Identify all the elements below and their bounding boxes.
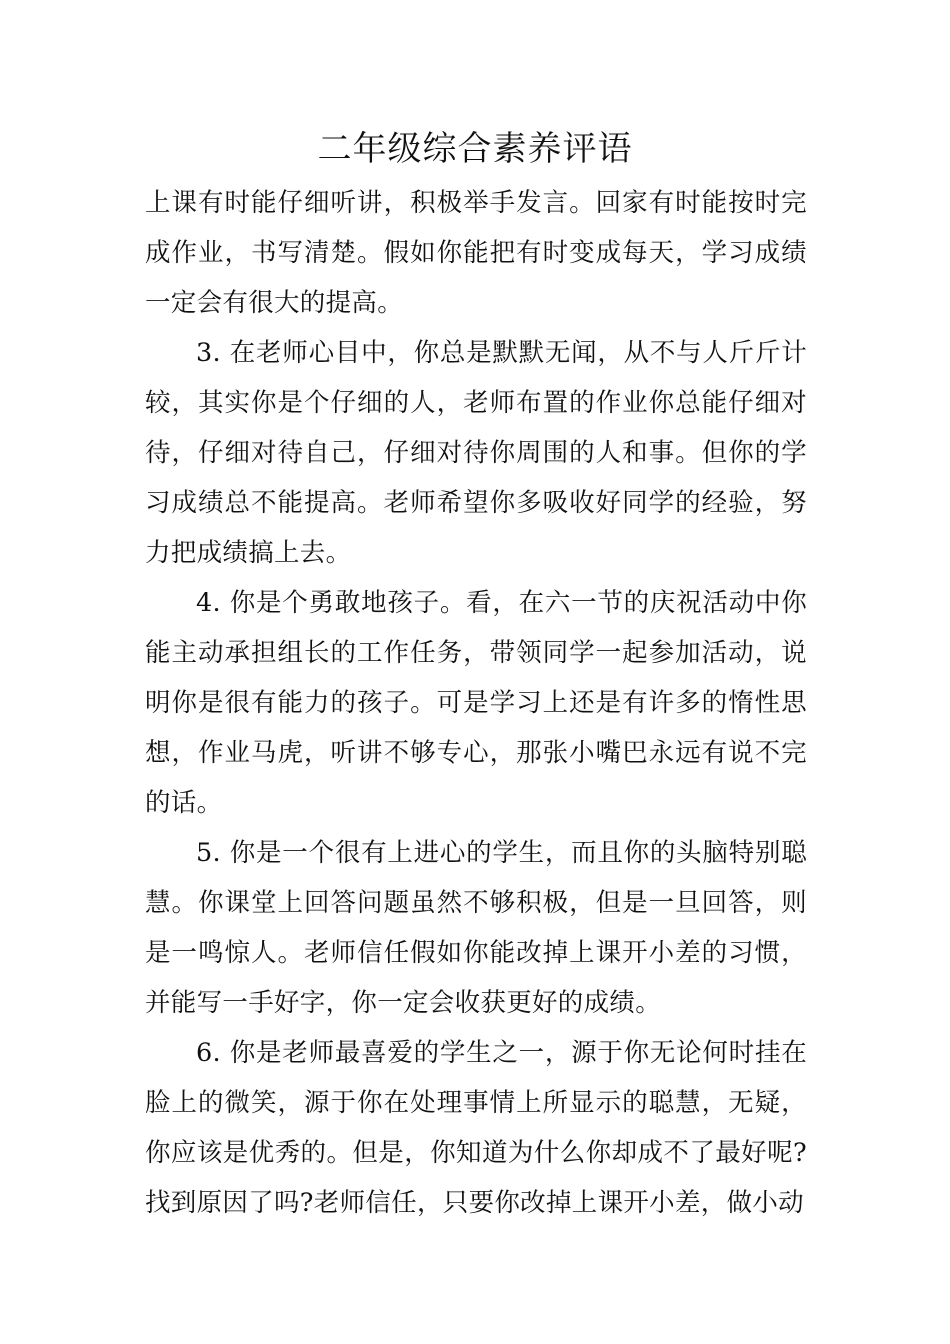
paragraph-6: 6. 你是老师最喜爱的学生之一，源于你无论何时挂在脸上的微笑，源于你在处理事情上所显示的聪慧，无疑，你应该是优秀的。但是，你知道为什么你却成不了最好呢?找到原因了吗?老师信任，只要你改掉上课开小差，做小动 bbox=[145, 1038, 807, 1218]
document-title: 二年级综合素养评语 bbox=[317, 129, 633, 169]
paragraph-5: 5. 你是一个很有上进心的学生，而且你的头脑特别聪慧。你课堂上回答问题虽然不够积极，但是一旦回答，则是一鸣惊人。老师信任假如你能改掉上课开小差的习惯，并能写一手好字，你一定会收获更好的成绩。 bbox=[145, 838, 807, 1018]
paragraph-3: 3. 在老师心目中，你总是默默无闻，从不与人斤斤计较，其实你是个仔细的人，老师布置的作业你总能仔细对待，仔细对待自己，仔细对待你周围的人和事。但你的学习成绩总不能提高。老师希望你多吸收好同学的经验，努力把成绩搞上去。 bbox=[145, 338, 807, 568]
paragraph-4: 4. 你是个勇敢地孩子。看，在六一节的庆祝活动中你能主动承担组长的工作任务，带领同学一起参加活动，说明你是很有能力的孩子。可是学习上还是有许多的惰性思想，作业马虎，听讲不够专心，那张小嘴巴永远有说不完的话。 bbox=[145, 588, 807, 818]
paragraph-continued: 上课有时能仔细听讲，积极举手发言。回家有时能按时完成作业，书写清楚。假如你能把有时变成每天，学习成绩一定会有很大的提高。 bbox=[145, 188, 807, 318]
document-body bbox=[145, 178, 807, 1228]
